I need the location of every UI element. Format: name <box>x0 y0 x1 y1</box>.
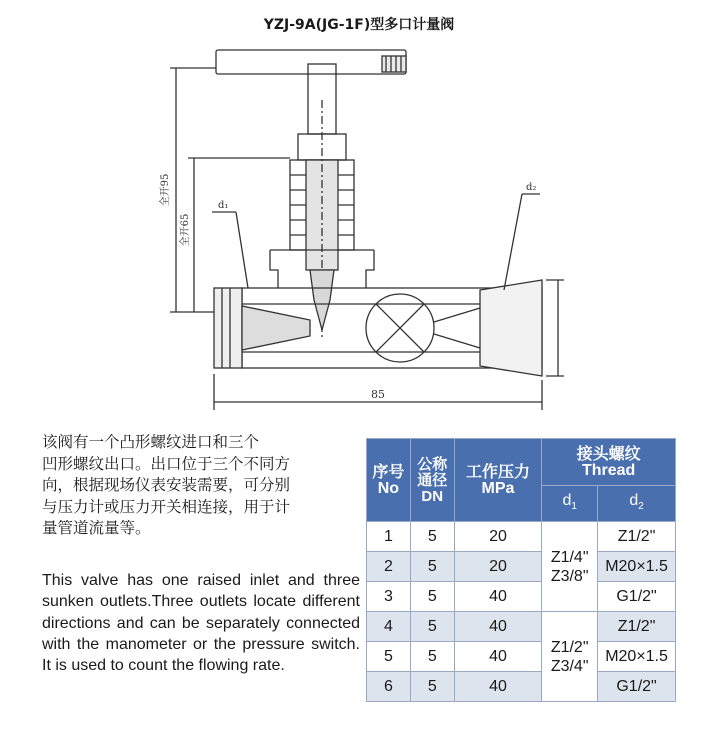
cell-no: 6 <box>367 672 411 702</box>
cell-d2: M20×1.5 <box>598 642 676 672</box>
cell-d1-group-a <box>542 522 598 612</box>
header-dn-en: DN <box>421 487 444 505</box>
description-chinese <box>42 432 360 540</box>
cell-d2: G1/2" <box>598 582 676 612</box>
label-d1: d₁ <box>218 200 229 211</box>
cell-mpa: 40 <box>454 642 542 672</box>
cell-d2: Z1/2" <box>598 522 676 552</box>
dim-inner-height: 全开65 <box>180 213 191 247</box>
cell-no: 5 <box>367 642 411 672</box>
cell-mpa: 20 <box>454 552 542 582</box>
valve-technical-drawing <box>150 40 590 420</box>
header-d1-letter: d <box>562 491 572 509</box>
page-title: YZJ-9A(JG-1F)型多口计量阀 <box>263 17 455 33</box>
cell-d2: M20×1.5 <box>598 552 676 582</box>
header-d2-sub: 2 <box>638 501 644 513</box>
cell-mpa: 20 <box>454 522 542 552</box>
table-row <box>367 642 676 672</box>
d1-value: Z1/4" <box>550 548 589 566</box>
cell-mpa: 40 <box>454 672 542 702</box>
header-d1 <box>542 486 598 522</box>
cell-d2: G1/2" <box>598 672 676 702</box>
dim-length: 85 <box>371 388 385 401</box>
description-cn-line: 该阀有一个凸形螺纹进口和三个 <box>42 433 260 451</box>
label-d2: d₂ <box>526 182 537 193</box>
cell-no: 3 <box>367 582 411 612</box>
header-d2 <box>598 486 676 522</box>
cell-dn: 5 <box>410 672 454 702</box>
spec-table <box>366 438 676 702</box>
description-cn-line: 与压力计或压力开关相连接，用于计 <box>42 497 291 516</box>
header-pressure-cn: 工作压力 <box>465 462 530 481</box>
header-thread <box>542 439 676 486</box>
cell-dn: 5 <box>410 612 454 642</box>
table-row <box>367 582 676 612</box>
header-thread-en: Thread <box>581 462 636 479</box>
header-pressure-en: MPa <box>481 480 515 497</box>
inlet-thread <box>214 288 242 368</box>
description-cn-line: 向，根据现场仪表安装需要，可分别 <box>42 476 291 494</box>
header-d1-sub: 1 <box>571 501 577 513</box>
header-pressure <box>454 439 542 522</box>
d1-value: Z1/2" <box>550 638 589 656</box>
table-row <box>367 552 676 582</box>
cell-no: 2 <box>367 552 411 582</box>
header-thread-cn: 接头螺纹 <box>576 444 641 463</box>
cell-dn: 5 <box>410 582 454 612</box>
header-dn-cn: 公称通径 <box>417 454 448 489</box>
cell-d1-group-b <box>542 612 598 702</box>
cell-mpa: 40 <box>454 582 542 612</box>
cell-no: 4 <box>367 612 411 642</box>
dim-overall-height: 全开95 <box>160 173 171 207</box>
cell-d2: Z1/2" <box>598 612 676 642</box>
description-english: This valve has one raised inlet and three sunken outlets.Three outlets locate different directions and can be separately connected with the manometer or the pressure switch. It is used to count the flowing rate. <box>42 572 360 675</box>
header-no-en: No <box>377 480 400 497</box>
header-d2-letter: d <box>629 491 639 509</box>
table-row <box>367 672 676 702</box>
handle-bar <box>216 50 406 74</box>
table-row <box>367 612 676 642</box>
table-row <box>367 522 676 552</box>
description-cn-line: 凹形螺纹出口。出口位于三个不同方 <box>42 454 291 473</box>
d1-value: Z3/8" <box>550 567 589 585</box>
cell-dn: 5 <box>410 522 454 552</box>
cell-mpa: 40 <box>454 612 542 642</box>
cell-dn: 5 <box>410 642 454 672</box>
header-no <box>367 439 411 522</box>
cell-dn: 5 <box>410 552 454 582</box>
header-dn <box>410 439 454 522</box>
description-cn-line: 量管道流量等。 <box>42 519 151 537</box>
cell-no: 1 <box>367 522 411 552</box>
d1-value: Z3/4" <box>550 657 589 675</box>
header-no-cn: 序号 <box>372 462 405 481</box>
